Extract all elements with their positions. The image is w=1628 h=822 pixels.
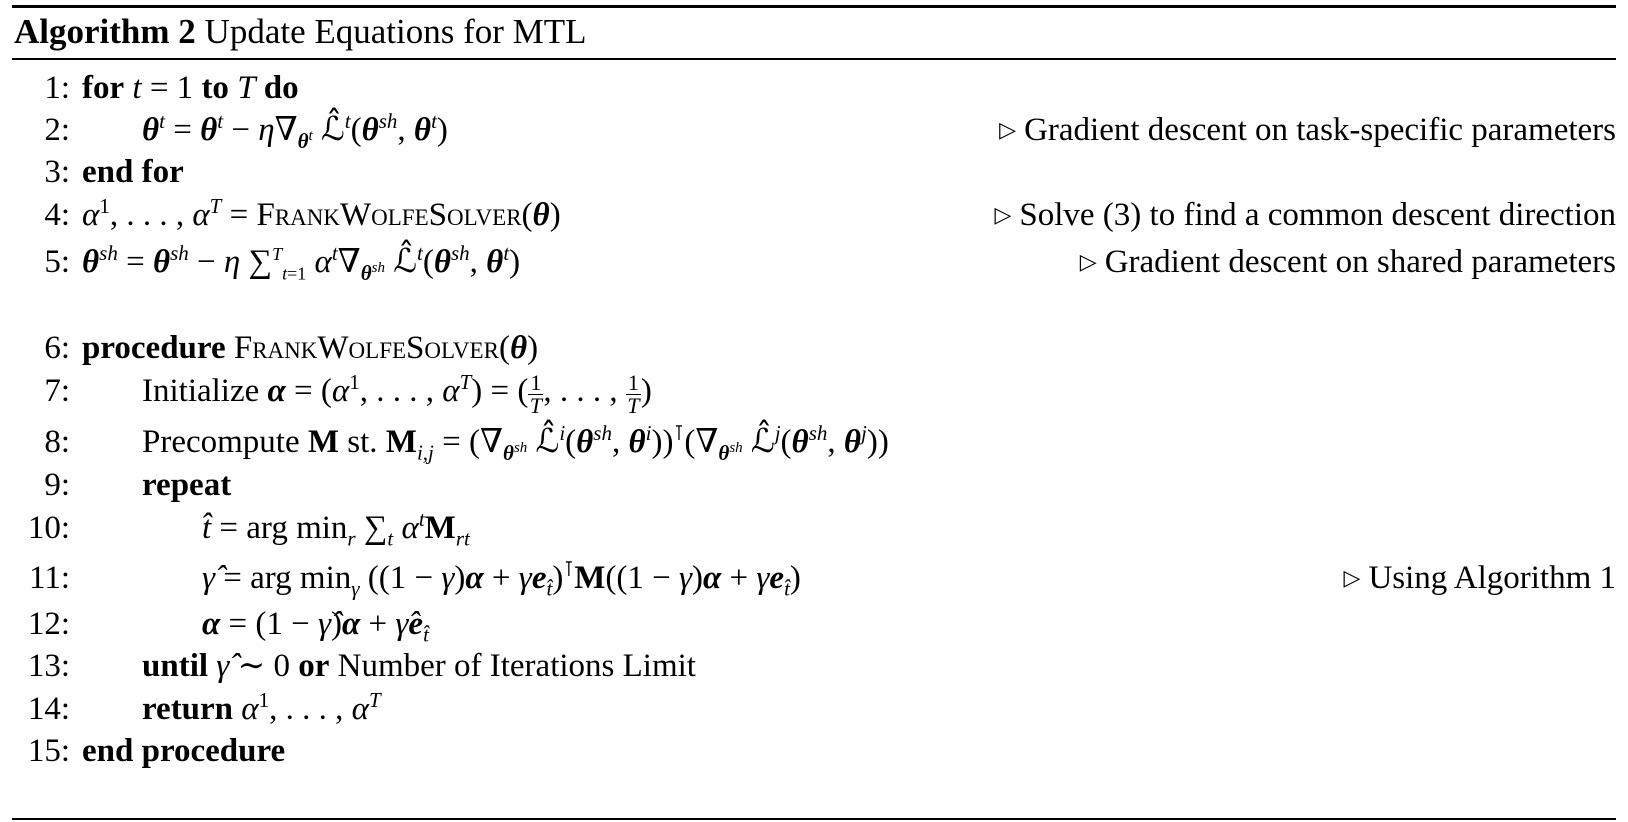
line-comment: ▷ Using Algorithm 1 [1343,560,1616,596]
keyword-end-for: end for [82,154,184,190]
keyword-end-procedure: end procedure [82,733,286,769]
solver-name: FrankWolfeSolver [233,330,499,366]
line-number: 3: [44,154,70,190]
line-comment: ▷ Gradient descent on task-specific parameters [999,112,1616,148]
line-code: $\theta^t = \theta^t - \eta\nabla_{\theta^t}$ $ℒ̂^t(\theta^{sh}$, $\theta^t$) [142,109,448,153]
algorithm-line-6 [14,326,1616,370]
keyword-procedure: procedure [82,330,226,366]
keyword-for: for [82,70,125,106]
comment-triangle-icon: ▷ [1343,566,1361,591]
line-number: 9: [44,467,70,503]
line-comment: ▷ Solve (3) to find a common descent direction [994,197,1616,233]
keyword-repeat: repeat [142,467,232,503]
line-code: procedure FrankWolfeSolver(θ) [82,330,539,366]
line-code: γ̂ = arg $\min_\gamma ((1 - \gamma)\alpha + \gamma e_{t̂})^⊺M((1 - \gamma)\alpha + \gamma e_{t̂})$ [202,557,801,601]
algorithm-label: Algorithm 2 [14,12,196,51]
top-rule [12,5,1616,8]
algorithm-line-13 [14,644,1616,688]
line-number: 13: [27,648,70,684]
line-code: α = (1 − γ̂)α + $\gammâe_{t̂}$ [202,606,429,647]
keyword-to: to [201,70,229,106]
line-number: 5: [44,244,70,280]
line-number: 15: [27,733,70,769]
algorithm-line-3 [14,150,1616,194]
solver-name: FrankWolfeSolver [256,197,522,233]
algorithm-line-10 [14,506,1616,550]
line-number: 6: [44,330,70,366]
comment-triangle-icon: ▷ [994,203,1012,228]
line-number: 1: [44,70,70,106]
line-number: 10: [27,510,70,546]
comment-triangle-icon: ▷ [1079,250,1097,275]
line-code: until γ̂ ∼ 0 or Number of Iterations Limit [142,648,696,684]
algorithm-line-14 [14,687,1616,731]
algorithm-line-7 [14,369,1616,418]
algorithm-title: Update Equations for MTL [204,12,587,51]
line-code: Initialize $\alpha = (\alpha^1$, . . . , $\alpha^T$) = ( $\frac{1}{T}$ , . . . , $\frac{1}{T}$ ) [142,370,652,418]
line-number: 8: [44,424,70,460]
line-comment: ▷ Gradient descent on shared parameters [1079,244,1616,280]
line-code: for t = 1 to T do [82,70,299,106]
line-code: $\alpha^1$, . . . , $\alpha^T$ = FrankWolfeSolver(θ) [82,194,561,233]
bottom-rule [12,818,1616,820]
caption-rule [12,58,1616,60]
keyword-or: or [298,648,330,684]
line-number: 14: [27,691,70,727]
line-number: 4: [44,197,70,233]
comment-triangle-icon: ▷ [999,118,1017,143]
algorithm-line-5 [14,240,1616,284]
line-code: $\theta^{sh} = \theta^{sh} - \eta$ ∑$^T_{t=1}$ $\alpha^t\nabla_{\theta^{sh}}$ $ℒ̂^t(\theta^{sh}$, $\theta^t$) [82,241,521,285]
keyword-until: until [142,648,209,684]
algorithm-line-1 [14,66,1616,110]
line-number: 2: [44,112,70,148]
algorithm-line-8 [14,420,1616,464]
line-number: 12: [27,606,70,642]
keyword-do: do [263,70,299,106]
algorithm-line-15 [14,729,1616,773]
line-number: 11: [29,560,70,596]
keyword-return: return [142,691,234,727]
line-code: return $\alpha^1$, . . . , $\alpha^T$ [142,688,381,727]
algorithm-line-9 [14,463,1616,507]
line-code: Precompute M st. $M_{i,j} = (\nabla_{\theta^{sh}}$ $ℒ̂^i(\theta^{sh}$, $\theta^i))^⊺(\nabla_{\theta^{sh}}$ $ℒ̂^j(\theta^{sh}$, $\theta^j$)) [142,421,889,465]
algorithm-line-4 [14,193,1616,237]
algorithm-line-12 [14,602,1616,646]
line-code: t̂ = arg $\min_r \sum_t$ $\alpha^tM_{rt}$ [202,507,470,551]
line-number: 7: [44,373,70,409]
algorithm-caption [14,10,587,54]
algorithm-line-11 [14,556,1616,600]
algorithm-line-2 [14,108,1616,152]
